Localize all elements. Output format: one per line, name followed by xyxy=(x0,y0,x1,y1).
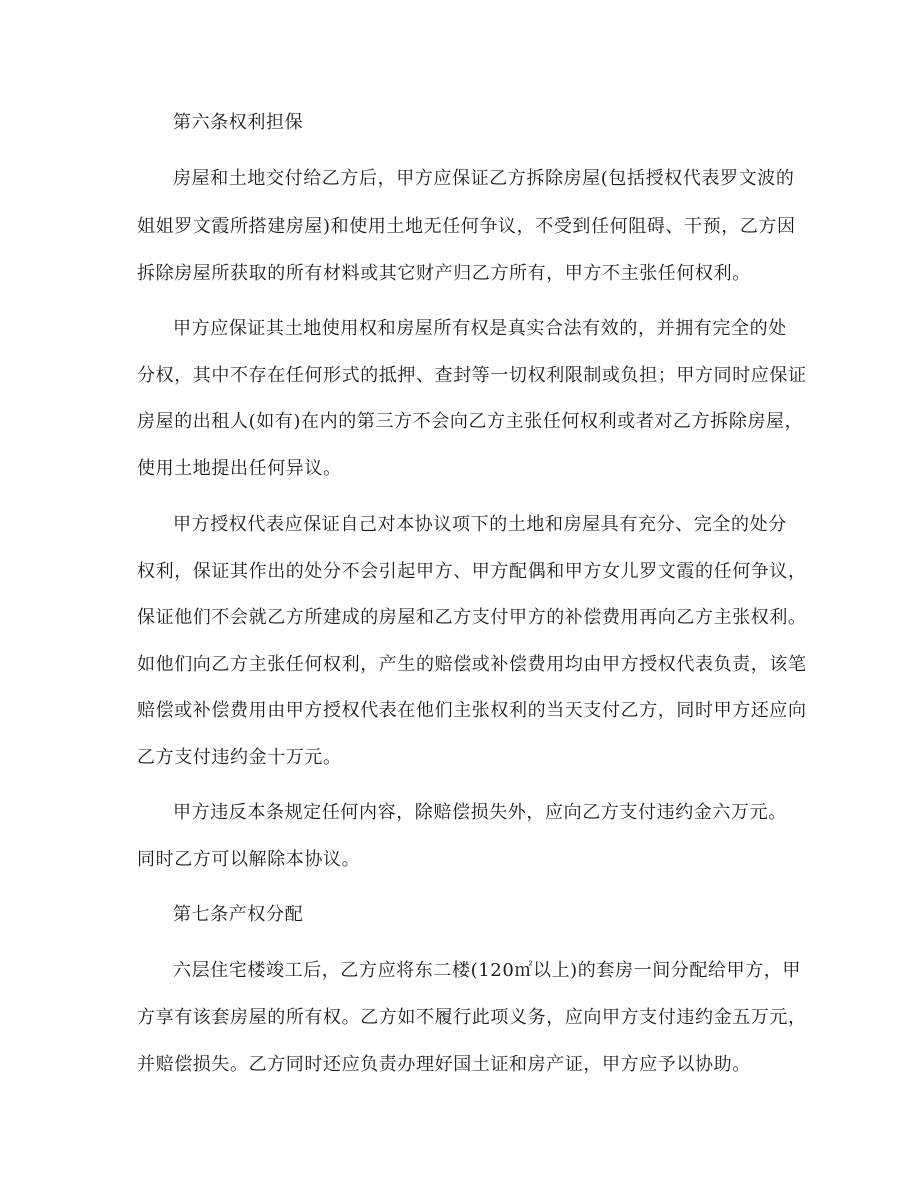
section-6-para-3-line-4: 如他们向乙方主张任何权利，产生的赔偿或补偿费用均由甲方授权代表负责，该笔 xyxy=(137,654,807,675)
section-6-para-3-line-3: 保证他们不会就乙方所建成的房屋和乙方支付甲方的补偿费用再向乙方主张权利。 xyxy=(137,607,807,628)
section-6-para-4-line-1: 甲方违反本条规定任何内容，除赔偿损失外，应向乙方支付违约金六万元。 xyxy=(173,802,787,823)
section-7-para-1-line-1: 六层住宅楼竣工后，乙方应将东二楼(120㎡以上)的套房一间分配给甲方，甲 xyxy=(173,960,801,981)
section-6-para-3-line-6: 乙方支付违约金十万元。 xyxy=(137,747,342,768)
section-6-para-1-line-3: 拆除房屋所获取的所有材料或其它财产归乙方所有，甲方不主张任何权利。 xyxy=(137,263,751,284)
section-7-heading: 第七条产权分配 xyxy=(173,904,304,925)
section-6-para-1-line-1: 房屋和土地交付给乙方后，甲方应保证乙方拆除房屋(包括授权代表罗文波的 xyxy=(173,168,795,189)
section-6-para-2-line-2: 分权，其中不存在任何形式的抵押、查封等一切权利限制或负担；甲方同时应保证 xyxy=(137,365,807,386)
section-6-para-2-line-1: 甲方应保证其土地使用权和房屋所有权是真实合法有效的，并拥有完全的处 xyxy=(173,318,787,339)
section-7-para-1-line-3: 并赔偿损失。乙方同时还应负责办理好国土证和房产证，甲方应予以协助。 xyxy=(137,1054,751,1075)
section-6-heading: 第六条权利担保 xyxy=(173,112,304,133)
section-6-para-3-line-1: 甲方授权代表应保证自己对本协议项下的土地和房屋具有充分、完全的处分 xyxy=(173,514,787,535)
section-7-para-1-line-2: 方享有该套房屋的所有权。乙方如不履行此项义务，应向甲方支付违约金五万元， xyxy=(137,1007,807,1028)
section-6-para-2-line-4: 使用土地提出任何异议。 xyxy=(137,458,342,479)
section-6-para-4-line-2: 同时乙方可以解除本协议。 xyxy=(137,849,361,870)
section-6-para-3-line-2: 权利，保证其作出的处分不会引起甲方、甲方配偶和甲方女儿罗文霞的任何争议， xyxy=(137,561,807,582)
section-6-para-1-line-2: 姐姐罗文霞所搭建房屋)和使用土地无任何争议，不受到任何阻碍、干预，乙方因 xyxy=(137,216,796,237)
section-6-para-2-line-3: 房屋的出租人(如有)在内的第三方不会向乙方主张任何权利或者对乙方拆除房屋， xyxy=(137,411,804,432)
section-6-para-3-line-5: 赔偿或补偿费用由甲方授权代表在他们主张权利的当天支付乙方，同时甲方还应向 xyxy=(137,700,807,721)
